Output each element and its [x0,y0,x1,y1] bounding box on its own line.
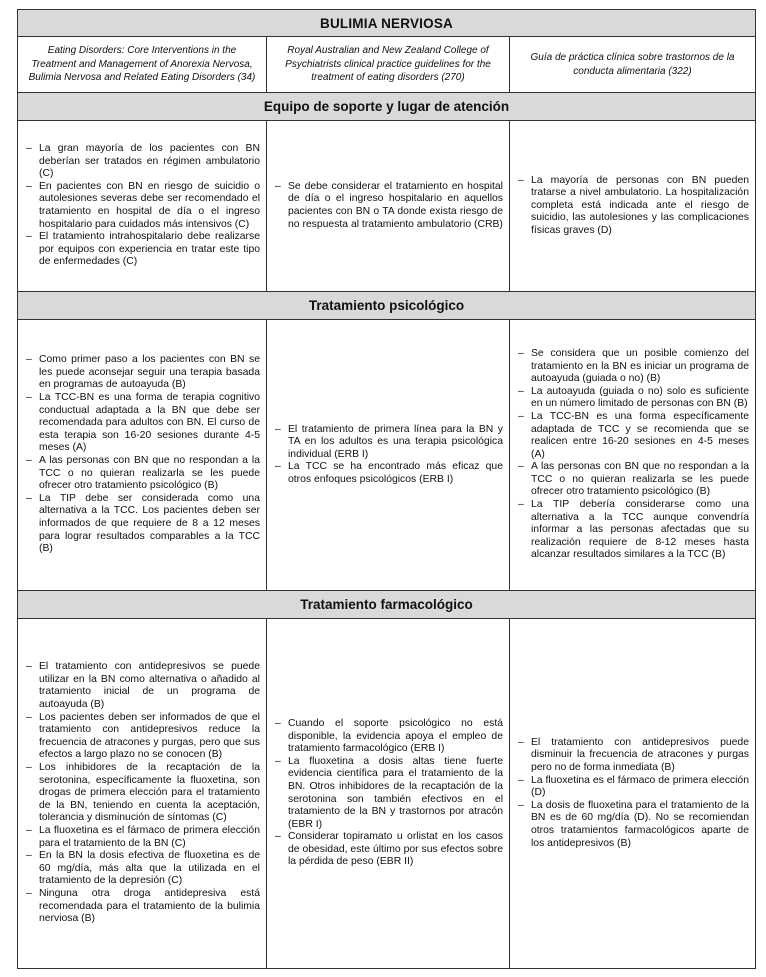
list-item: – La fluoxetina es el fármaco de primera elección para el tratamiento de la BN (C) [26,825,260,850]
list-item: – El tratamiento con antidepresivos se puede utilizar en la BN como alternativa o añadido al tratamiento inicial de un programa de autoayuda (B) [26,661,260,711]
source-nice: Eating Disorders: Core Interventions in the Treatment and Management of Anorexia Nervosa, Bulimia Nervosa and Related Eating Disorders (34) [18,37,267,93]
recommendation-list [518,737,749,850]
cell-farmacologico-nice [18,619,267,969]
section-content-row [18,121,756,292]
list-item: – La fluoxetina es el fármaco de primera elección (D) [518,775,749,800]
recommendation-list [275,424,503,487]
recommendation-list [275,718,503,869]
cell-farmacologico-gpc [510,619,756,969]
list-item: – La dosis de fluoxetina para el tratamiento de la BN es de 60 mg/día (D). No se recomiendan otros tratamientos farmacológicos aparte de los antidepresivos (B) [518,800,749,850]
guideline-comparison-table [17,9,756,969]
title-row [18,10,756,37]
list-item: – La autoayuda (guiada o no) solo es suficiente en un número limitado de personas con BN (B) [518,386,749,411]
list-item: – La TCC-BN es una forma específicamente adaptada de TCC y se recomienda que se realicen entre 16-20 sesiones en 4-5 meses (A) [518,411,749,461]
section-heading-farmacologico: Tratamiento farmacológico [18,591,756,619]
source-ranzcp: Royal Australian and New Zealand College of Psychiatrists clinical practice guidelines for the treatment of eating disorders (270) [267,37,510,93]
cell-soporte-gpc [510,121,756,292]
list-item: – La TIP debería considerarse como una alternativa a la TCC aunque convendría informar a las personas afectadas que su realización requiere de 8-12 meses hasta alcanzar resultados similares a la TCC (B) [518,499,749,562]
cell-soporte-ranzcp [267,121,510,292]
list-item: – Como primer paso a los pacientes con BN se les puede aconsejar seguir una terapia basada en programas de autoayuda (B) [26,354,260,392]
list-item: – Ninguna otra droga antidepresiva está recomendada para el tratamiento de la bulimia nerviosa (B) [26,888,260,926]
cell-farmacologico-ranzcp [267,619,510,969]
list-item: – Se considera que un posible comienzo del tratamiento en la BN es iniciar un programa de autoayuda (guiada o no) (B) [518,348,749,386]
list-item: – El tratamiento intrahospitalario debe realizarse por equipos con experiencia en tratar este tipo de enfermedades (C) [26,231,260,269]
section-heading-row [18,93,756,121]
cell-soporte-nice [18,121,267,292]
list-item: – Considerar topiramato u orlistat en los casos de obesidad, este último por sus efectos sobre la pérdida de peso (EBR II) [275,831,503,869]
list-item: – La TCC-BN es una forma de terapia cognitivo conductual adaptada a la BN que debe ser recomendada para adultos con BN. El curso de esta terapia son 16-20 sesiones durante 4-5 meses (A) [26,392,260,455]
list-item: – La fluoxetina a dosis altas tiene fuerte evidencia científica para el tratamiento de la BN. Otros inhibidores de la recaptación de la serotonina son también efectivos en el tratamiento de la BN y trastornos por atracón (EBR I) [275,756,503,832]
sources-row [18,37,756,93]
section-heading-psicologico: Tratamiento psicológico [18,292,756,320]
section-heading-soporte: Equipo de soporte y lugar de atención [18,93,756,121]
recommendation-list [275,181,503,231]
list-item: – La TIP debe ser considerada como una alternativa a la TCC. Los pacientes deben ser informados de que requiere de 8 a 12 meses para lograr resultados comparables a la TCC (B) [26,493,260,556]
section-heading-row [18,292,756,320]
list-item: – El tratamiento con antidepresivos puede disminuir la frecuencia de atracones y purgas pero no de forma inmediata (B) [518,737,749,775]
list-item: – Los pacientes deben ser informados de que el tratamiento con antidepresivos reduce la frecuencia de atracones y purgas, pero que sus efectos a largo plazo no se conocen (B) [26,712,260,762]
section-heading-row [18,591,756,619]
list-item: – En la BN la dosis efectiva de fluoxetina es de 60 mg/día, más alta que la utilizada en el tratamiento de la depresión (C) [26,850,260,888]
list-item: – La TCC se ha encontrado más eficaz que otros enfoques psicológicos (ERB I) [275,461,503,486]
list-item: – En pacientes con BN en riesgo de suicidio o autolesiones severas debe ser recomendado el tratamiento en hospital de día o el ingreso hospitalario para cuidados más intensivos (C) [26,181,260,231]
recommendation-list [26,661,260,925]
list-item: – La mayoría de personas con BN pueden tratarse a nivel ambulatorio. La hospitalización completa está indicada ante el riesgo de suicidio, las autolesiones y las complicaciones físicas graves (D) [518,175,749,238]
list-item: – A las personas con BN que no respondan a la TCC o no quieran realizarla se les puede ofrecer otro tratamiento psicológico (B) [26,455,260,493]
list-item: – La gran mayoría de los pacientes con BN deberían ser tratados en régimen ambulatorio (C) [26,143,260,181]
recommendation-list [26,354,260,556]
table-title: BULIMIA NERVIOSA [18,10,756,37]
recommendation-list [518,175,749,238]
recommendation-list [26,143,260,269]
cell-psicologico-ranzcp [267,320,510,591]
list-item: – El tratamiento de primera línea para la BN y TA en los adultos es una terapia psicológica individual (ERB I) [275,424,503,462]
cell-psicologico-nice [18,320,267,591]
section-content-row [18,619,756,969]
cell-psicologico-gpc [510,320,756,591]
list-item: – A las personas con BN que no respondan a la TCC o no quieran realizarla se les puede ofrecer otro tratamiento psicológico (B) [518,461,749,499]
recommendation-list [518,348,749,562]
list-item: – Cuando el soporte psicológico no está disponible, la evidencia apoya el empleo de tratamiento farmacológico (ERB I) [275,718,503,756]
source-gpc: Guía de práctica clínica sobre trastornos de la conducta alimentaria (322) [510,37,756,93]
list-item: – Los inhibidores de la recaptación de la serotonina, específicamente la fluoxetina, son drogas de primera elección para el tratamiento de la BN, teniendo en cuenta la aceptación, tolerancia y disminución de síntomas (C) [26,762,260,825]
section-content-row [18,320,756,591]
list-item: – Se debe considerar el tratamiento en hospital de día o el ingreso hospitalario en aquellos pacientes con BN o TA donde exista riesgo de no respuesta al tratamiento ambulatorio (CRB) [275,181,503,231]
